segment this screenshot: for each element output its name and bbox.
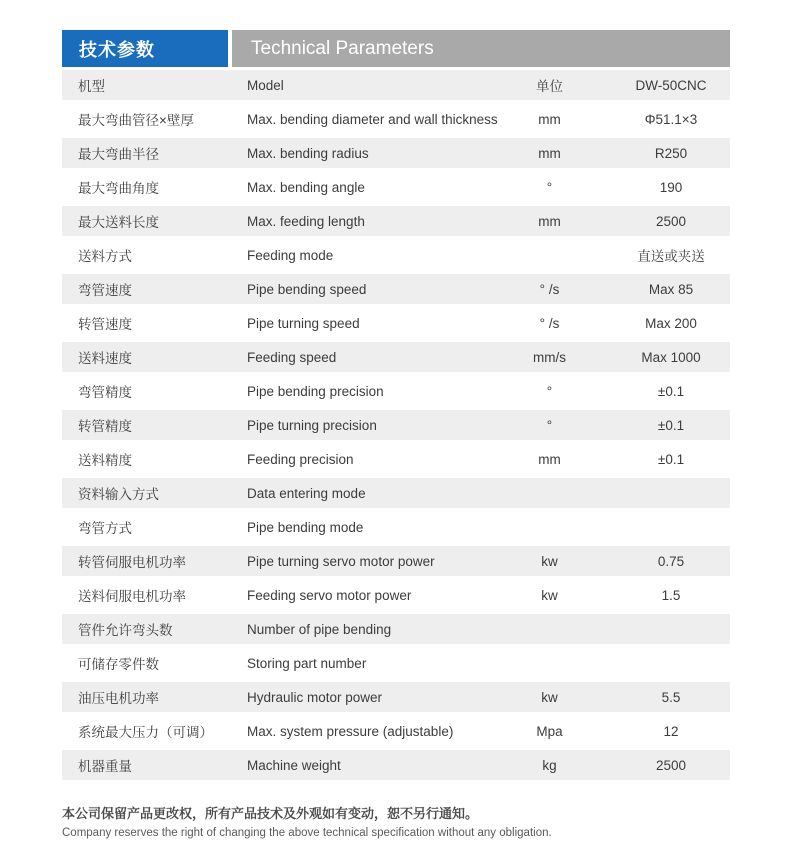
parameter-unit: ° (546, 417, 553, 433)
parameter-name-chinese: 最大弯曲管径×壁厚 (78, 113, 194, 128)
parameter-unit: kw (541, 553, 558, 569)
parameter-name-english: Max. bending radius (247, 145, 369, 161)
table-row (62, 70, 730, 100)
parameter-name-english: Model (247, 77, 284, 93)
parameter-value: Max 85 (648, 281, 694, 297)
table-row (62, 716, 730, 746)
parameter-name-english: Max. bending diameter and wall thickness (247, 111, 498, 127)
parameter-value: DW-50CNC (635, 77, 707, 93)
parameter-name-chinese: 系统最大压力（可调） (78, 725, 213, 740)
parameter-value: 12 (663, 723, 679, 739)
table-header-bar (62, 30, 730, 67)
parameter-name-chinese: 弯管速度 (78, 283, 132, 298)
parameter-unit: kw (541, 689, 558, 705)
parameter-name-chinese: 管件允许弯头数 (78, 623, 173, 638)
parameter-value: ±0.1 (657, 451, 685, 467)
parameter-value: 190 (659, 179, 683, 195)
table-row (62, 648, 730, 678)
parameter-unit: kw (541, 587, 558, 603)
parameter-name-english: Feeding servo motor power (247, 587, 412, 603)
parameter-name-english: Pipe bending precision (247, 383, 384, 399)
parameter-value: 2500 (655, 213, 687, 229)
parameter-name-english: Feeding speed (247, 349, 337, 365)
parameter-value: 2500 (655, 757, 687, 773)
table-row (62, 342, 730, 372)
table-row (62, 206, 730, 236)
parameter-unit: ° (546, 179, 553, 195)
parameter-unit: 单位 (536, 79, 563, 94)
table-row (62, 274, 730, 304)
disclaimer-english: Company reserves the right of changing the above technical specification without any obligation. (62, 827, 552, 839)
parameter-unit: mm/s (533, 349, 566, 365)
parameter-name-chinese: 资料输入方式 (78, 487, 159, 502)
parameter-value: Max 200 (645, 315, 697, 331)
parameter-unit: ° /s (539, 281, 560, 297)
table-row (62, 308, 730, 338)
parameter-name-english: Pipe bending mode (247, 519, 364, 535)
parameter-value: Max 1000 (641, 349, 701, 365)
parameter-name-english: Machine weight (247, 757, 341, 773)
parameter-unit: mm (538, 145, 561, 161)
parameter-name-english: Hydraulic motor power (247, 689, 383, 705)
table-row (62, 138, 730, 168)
parameter-name-chinese: 最大弯曲半径 (78, 147, 159, 162)
parameter-name-chinese: 弯管精度 (78, 385, 132, 400)
parameter-name-english: Storing part number (247, 655, 367, 671)
parameter-name-english: Pipe turning speed (247, 315, 360, 331)
parameter-name-english: Pipe turning precision (247, 417, 377, 433)
parameter-name-english: Pipe turning servo motor power (247, 553, 435, 569)
parameter-name-chinese: 最大送料长度 (78, 215, 159, 230)
parameter-name-chinese: 弯管方式 (78, 521, 132, 536)
parameter-name-chinese: 转管伺服电机功率 (78, 555, 186, 570)
header-title-english: Technical Parameters (232, 30, 730, 67)
parameter-name-english: Max. feeding length (247, 213, 365, 229)
parameter-unit: kg (542, 757, 557, 773)
parameter-value: R250 (654, 145, 688, 161)
table-row (62, 614, 730, 644)
parameter-name-english: Max. system pressure (adjustable) (247, 723, 454, 739)
spec-content (62, 30, 730, 784)
parameters-table (62, 70, 730, 780)
table-row (62, 580, 730, 610)
parameter-name-chinese: 机器重量 (78, 759, 132, 774)
parameter-name-chinese: 送料速度 (78, 351, 132, 366)
parameter-value: 1.5 (661, 587, 681, 603)
parameter-value: 直送或夹送 (637, 249, 705, 264)
parameter-value: ±0.1 (657, 383, 685, 399)
parameter-name-english: Max. bending angle (247, 179, 365, 195)
table-row (62, 410, 730, 440)
disclaimer (62, 803, 762, 839)
parameter-unit: ° (546, 383, 553, 399)
parameter-unit: ° /s (539, 315, 560, 331)
table-row (62, 444, 730, 474)
parameter-value: ±0.1 (657, 417, 685, 433)
parameter-name-chinese: 送料方式 (78, 249, 132, 264)
parameter-value: Φ51.1×3 (644, 111, 698, 127)
table-row (62, 512, 730, 542)
parameter-name-chinese: 转管速度 (78, 317, 132, 332)
parameter-name-chinese: 送料精度 (78, 453, 132, 468)
parameter-unit: Mpa (536, 723, 563, 739)
parameter-name-chinese: 转管精度 (78, 419, 132, 434)
parameter-unit: mm (538, 111, 561, 127)
parameter-name-chinese: 机型 (78, 79, 105, 94)
parameter-unit: mm (538, 451, 561, 467)
parameter-name-chinese: 油压电机功率 (78, 691, 159, 706)
table-row (62, 376, 730, 406)
table-row (62, 172, 730, 202)
parameter-name-english: Number of pipe bending (247, 621, 392, 637)
parameter-unit: mm (538, 213, 561, 229)
table-row (62, 682, 730, 712)
parameter-name-english: Data entering mode (247, 485, 366, 501)
parameter-name-english: Pipe bending speed (247, 281, 367, 297)
parameter-name-english: Feeding mode (247, 247, 334, 263)
table-row (62, 546, 730, 576)
table-row (62, 104, 730, 134)
parameter-value: 5.5 (661, 689, 681, 705)
table-row (62, 478, 730, 508)
parameter-name-chinese: 最大弯曲角度 (78, 181, 159, 196)
parameter-name-chinese: 送料伺服电机功率 (78, 589, 186, 604)
parameter-name-chinese: 可储存零件数 (78, 657, 159, 672)
table-row (62, 240, 730, 270)
table-row (62, 750, 730, 780)
parameter-name-english: Feeding precision (247, 451, 354, 467)
parameter-value: 0.75 (657, 553, 685, 569)
disclaimer-chinese: 本公司保留产品更改权，所有产品技术及外观如有变动，恕不另行通知。 (62, 806, 479, 821)
header-title-chinese: 技术参数 (62, 30, 228, 67)
